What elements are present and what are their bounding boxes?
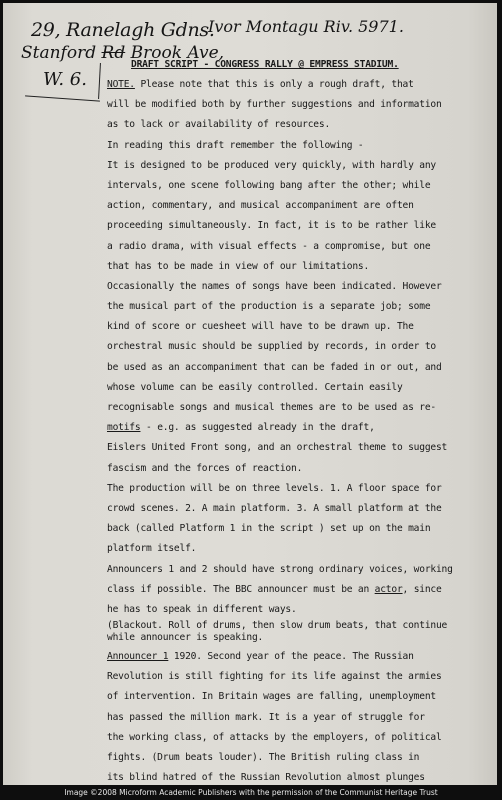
margin-line-vertical — [98, 63, 101, 99]
motifs-line — [107, 418, 487, 438]
address-line2-prefix: Stanford — [21, 43, 97, 63]
text-line: its blind hatred of the Russian Revolution almost plunges — [107, 772, 425, 784]
text-line: of intervention. In Britain wages are falling, unemployment — [107, 691, 436, 703]
motifs-word: motifs — [107, 422, 141, 434]
note-text: Please note that this is only a rough draft, that — [134, 79, 414, 90]
text-line: In reading this draft remember the following - — [107, 139, 364, 151]
text-line: whose volume can be easily controlled. Certain easily — [107, 381, 403, 393]
text-line: kind of score or cuesheet will have to be drawn up. The — [107, 321, 414, 333]
text-line: fascism and the forces of reaction. — [107, 462, 303, 474]
text-line: proceeding simultaneously. In fact, it is to be rather like — [107, 220, 436, 232]
actor-line: class if possible. The BBC announcer must be an actor, since — [107, 583, 442, 595]
text-line: as to lack or availability of resources. — [107, 119, 331, 131]
text-line: recognisable songs and musical themes are to be used as re- — [107, 402, 436, 413]
announcer-line — [107, 647, 487, 667]
announcer-text: 1920. Second year of the peace. The Russian — [168, 651, 414, 663]
text-line: intervals, one scene following bang after the other; while — [107, 179, 431, 191]
text-line: Announcers 1 and 2 should have strong ordinary voices, working — [107, 563, 453, 575]
blackout-line: (Blackout. Roll of drums, then slow drum beats, that continue — [107, 620, 448, 632]
text-line: has passed the million mark. It is a year of struggle for — [107, 711, 425, 723]
note-label: NOTE. — [107, 79, 135, 90]
text-line: Revolution is still fighting for its life against the armies — [107, 671, 442, 683]
body-lines-1 — [107, 95, 487, 418]
handwritten-phone: Ivor Montagu Riv. 5971. — [208, 17, 404, 36]
text-line: crowd scenes. 2. A main platform. 3. A small platform at the — [107, 502, 442, 514]
body-lines-3 — [107, 667, 487, 785]
motifs-rest: - e.g. as suggested already in the draft, — [140, 422, 375, 434]
actor-word: actor — [374, 583, 403, 595]
document-title: DRAFT SCRIPT - CONGRESS RALLY @ EMPRESS STADIUM. — [131, 59, 399, 70]
text-line: fights. (Drum beats louder). The British ruling class in — [107, 752, 420, 763]
text-line: action, commentary, and musical accompaniment are often — [107, 200, 414, 212]
blackout-line-2: while announcer is speaking. — [107, 632, 264, 644]
copyright-footer: Image ©2008 Microform Academic Publishers with the permission of the Communist Heritage Trust — [64, 788, 438, 797]
text-line: orchestral music should be supplied by records, in order to — [107, 341, 436, 353]
text-line: be used as an accompaniment that can be faded in or out, and — [107, 361, 442, 373]
text-line: a radio drama, with visual effects - a compromise, but one — [107, 240, 431, 252]
body-lines-2 — [107, 438, 487, 579]
address-line2-struck: Rd — [101, 43, 126, 63]
announcer-label: Announcer 1 — [107, 651, 169, 663]
text-line: that has to be made in view of our limitations. — [107, 260, 370, 272]
text-line: will be modified both by further suggestions and information — [107, 99, 442, 111]
text-line: the musical part of the production is a separate job; some — [107, 301, 431, 313]
text-line: The production will be on three levels. 1. A floor space for — [107, 482, 442, 494]
handwritten-address-line3: W. 6. — [43, 69, 87, 90]
text-line: platform itself. — [107, 543, 197, 555]
margin-line-horizontal — [25, 95, 100, 101]
text-line: Eislers United Front song, and an orchestral theme to suggest — [107, 442, 448, 454]
document-body — [107, 75, 487, 785]
text-line: back (called Platform 1 in the script ) set up on the main — [107, 523, 431, 535]
text-line: Occasionally the names of songs have been indicated. However — [107, 280, 442, 292]
handwritten-address-line1: 29, Ranelagh Gdns. — [31, 19, 215, 41]
document-page — [3, 3, 497, 785]
address-line2-suffix: Brook Ave, — [130, 43, 225, 63]
text-line: the working class, of attacks by the employers, of political — [107, 731, 442, 743]
note-line — [107, 75, 487, 95]
text-line: It is designed to be produced very quickly, with hardly any — [107, 159, 436, 171]
speak-line: he has to speak in different ways. — [107, 603, 297, 615]
